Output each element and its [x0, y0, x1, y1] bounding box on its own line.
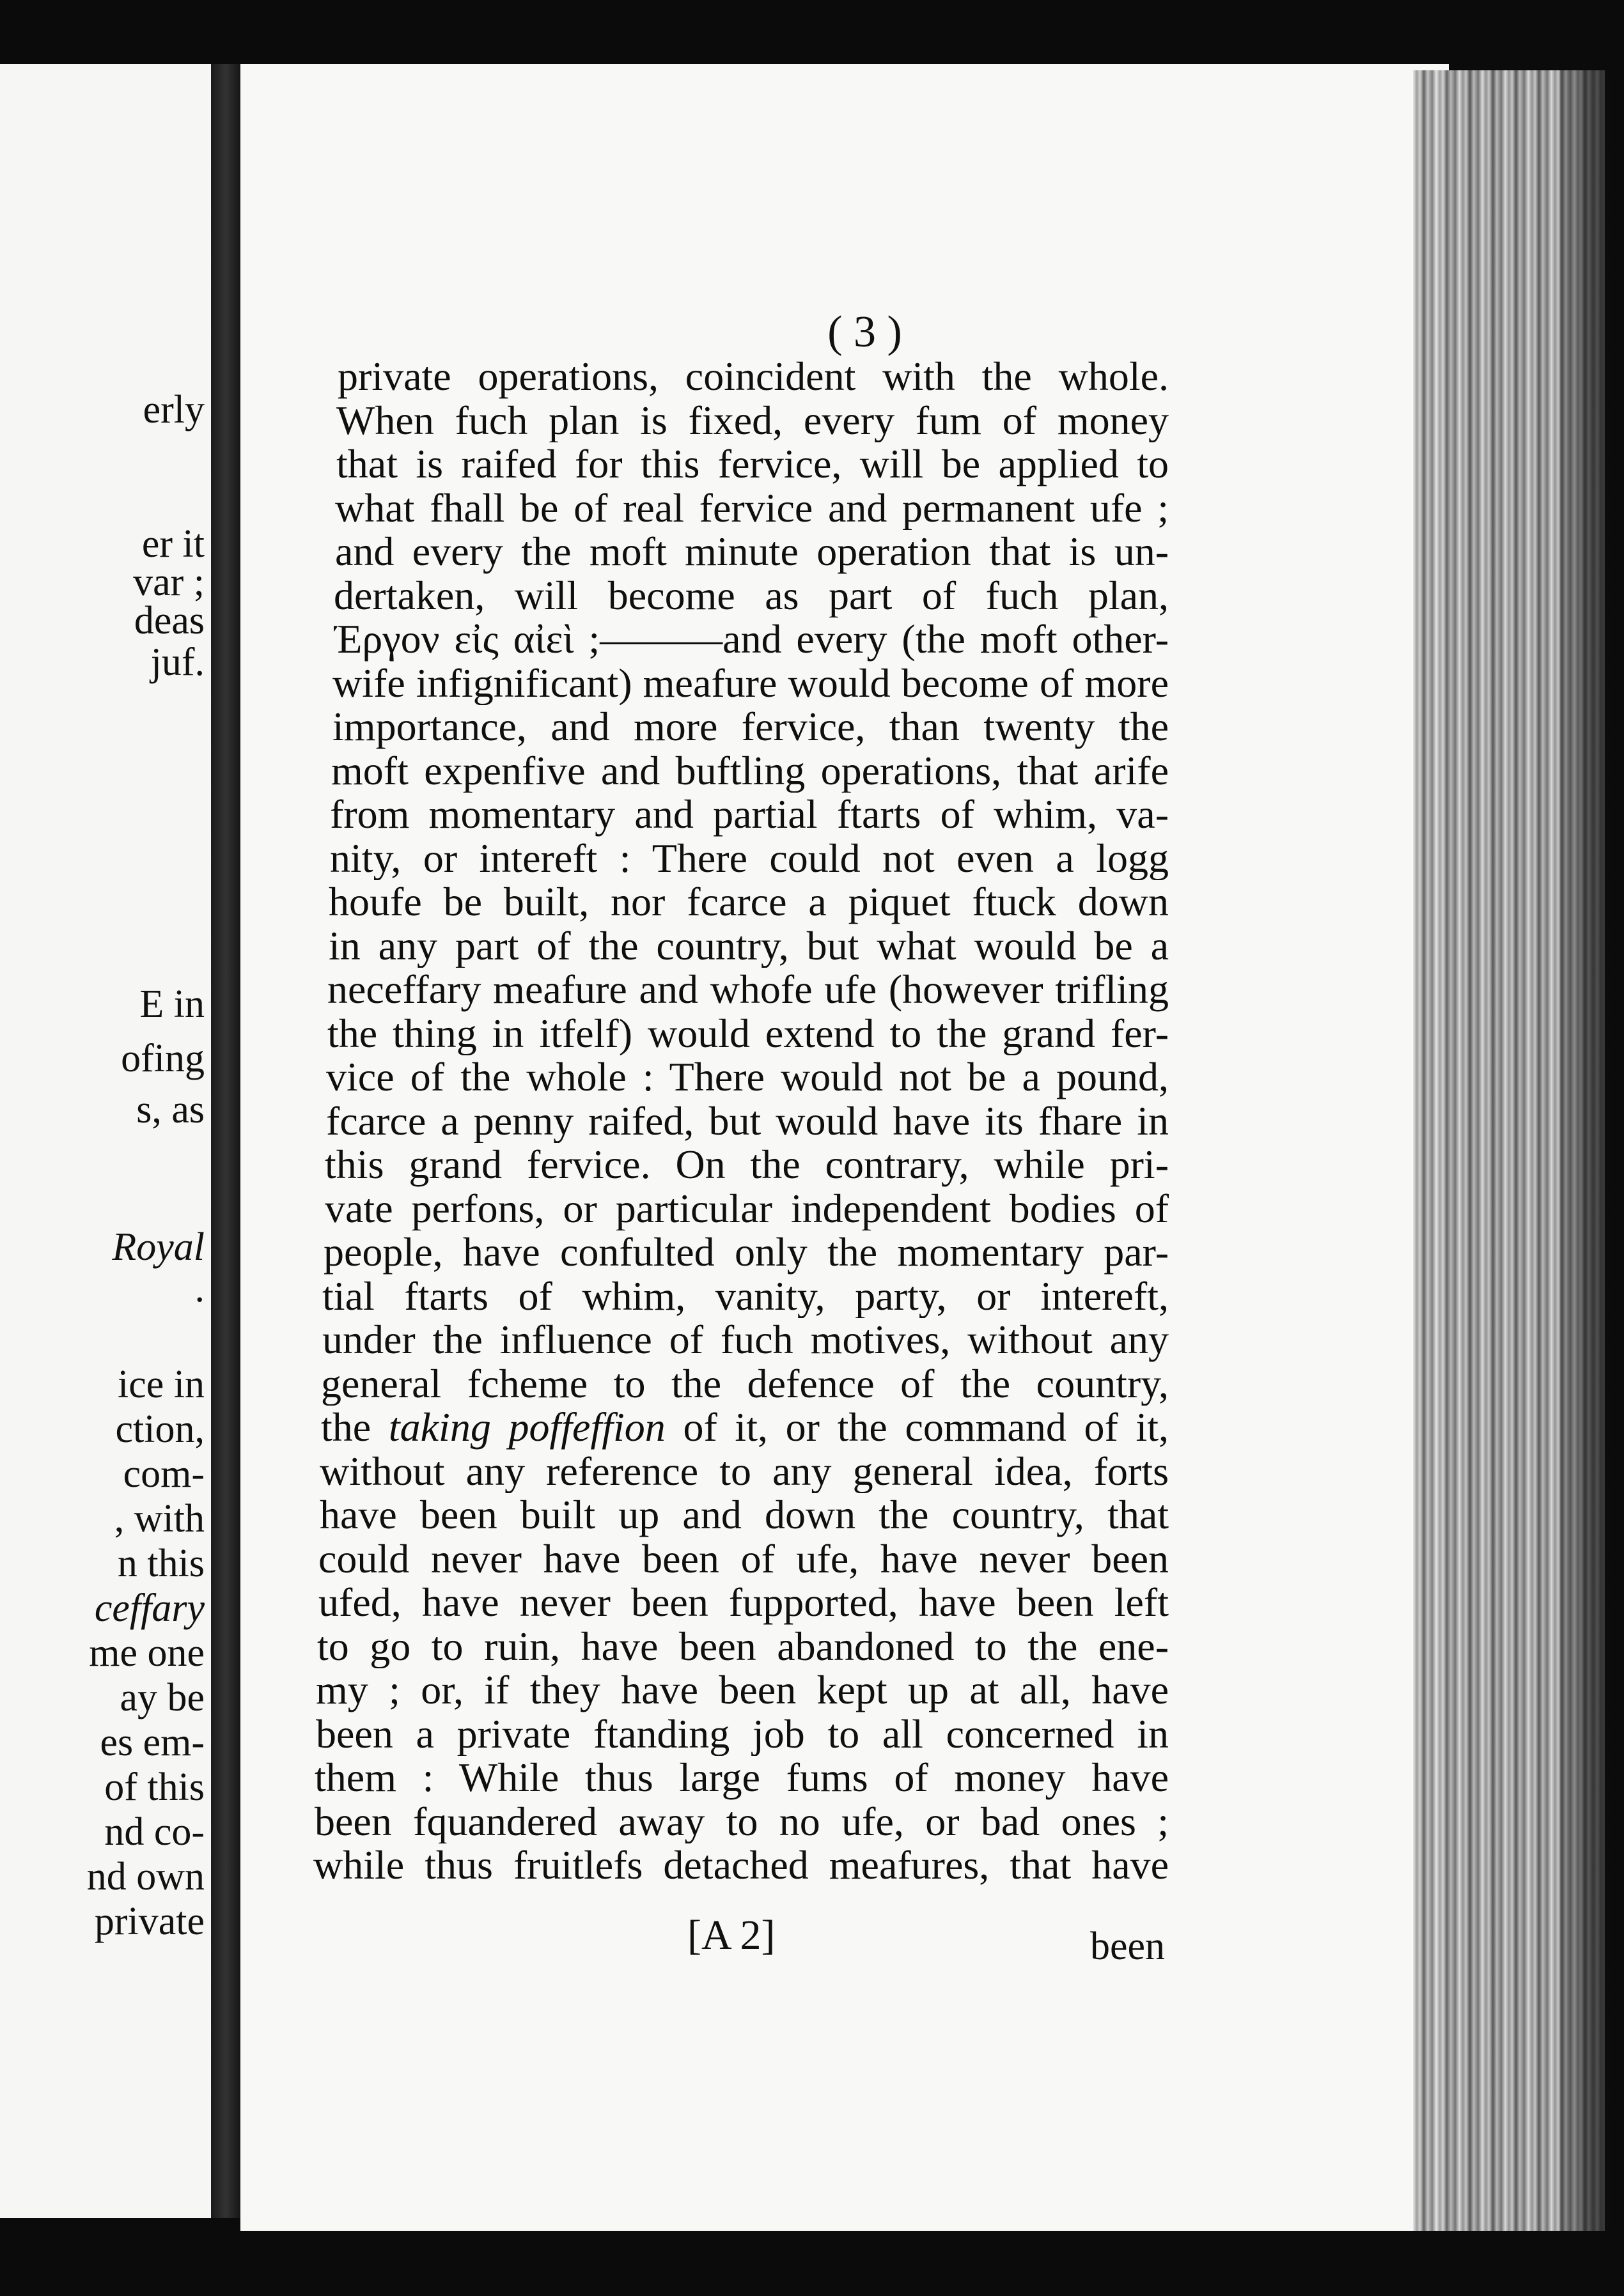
text-line: the taking poffeffion of it, or the command of it,	[321, 1406, 1169, 1450]
text-line: been a private ftanding job to all concerned in	[316, 1712, 1169, 1756]
left-page-fragment: ay be	[120, 1676, 205, 1719]
text-line: and every the moft minute operation that is un-	[335, 530, 1169, 574]
text-line: ufed, have never been fupported, have been left	[318, 1581, 1169, 1625]
text-line: houfe be built, nor fcarce a piquet ftuck down	[329, 880, 1169, 924]
left-page-fragment: ice in	[118, 1363, 205, 1406]
book-gutter	[211, 64, 240, 2218]
text-line: my ; or, if they have been kept up at all, have	[316, 1668, 1169, 1712]
left-page-fragment: E in	[139, 982, 205, 1026]
text-line: neceffary meafure and whofe ufe (however trifling	[327, 968, 1169, 1012]
text-line: under the influence of fuch motives, without any	[322, 1318, 1169, 1362]
body-text	[313, 355, 1169, 1888]
left-page-fragment: .	[194, 1267, 205, 1310]
text-line: could never have been of ufe, have never been	[318, 1537, 1169, 1581]
signature-mark: [A 2]	[687, 1912, 776, 1959]
text-line: while thus fruitlefs detached meafures, that have	[313, 1843, 1169, 1888]
left-page-fragment: private	[94, 1900, 205, 1943]
left-page	[0, 64, 212, 2218]
left-page-fragment: me one	[89, 1631, 205, 1675]
text-line: the thing in itfelf) would extend to the grand fer-	[327, 1011, 1169, 1055]
left-page-fragment: erly	[143, 388, 205, 431]
text-line: When fuch plan is fixed, every fum of money	[336, 398, 1169, 442]
page-number	[0, 307, 1624, 358]
text-line: been fquandered away to no ufe, or bad ones ;	[315, 1799, 1169, 1843]
text-line: from momentary and partial ftarts of whim, va-	[330, 793, 1169, 837]
text-line: general fcheme to the defence of the country,	[321, 1361, 1169, 1406]
text-line: without any reference to any general idea, forts	[320, 1449, 1169, 1493]
left-page-fragment: ction,	[115, 1408, 205, 1451]
text-line: have been built up and down the country, that	[320, 1493, 1169, 1537]
left-page-fragment: ceffary	[94, 1586, 205, 1630]
left-page-fragment: deas	[134, 599, 205, 642]
left-page-fragment: Royal	[112, 1225, 205, 1269]
left-page-fragment: nd co-	[104, 1810, 205, 1854]
text-line: to go to ruin, have been abandoned to the ene-	[317, 1624, 1169, 1668]
left-page-fragment: n this	[117, 1542, 205, 1585]
page-edge-shadow	[1560, 70, 1624, 2231]
catchword: been	[1090, 1925, 1166, 1968]
text-line: moft expenfive and buftling operations, that arife	[331, 749, 1169, 793]
left-page-fragment: er it	[141, 522, 205, 566]
text-line: Έργον εἰς αἰεὶ ;———and every (the moft other-	[334, 617, 1169, 662]
text-line: what fhall be of real fervice and permanent ufe ;	[335, 486, 1169, 530]
left-page-fragment: s, as	[136, 1088, 205, 1131]
left-page-fragment: of this	[104, 1765, 205, 1809]
text-line: dertaken, will become as part of fuch plan,	[334, 573, 1169, 617]
left-page-fragment: com-	[123, 1452, 205, 1496]
text-line: importance, and more fervice, than twenty the	[332, 705, 1169, 749]
text-line: vice of the whole : There would not be a pound,	[326, 1055, 1169, 1099]
left-page-fragment: nd own	[86, 1855, 205, 1898]
text-line: nity, or intereft : There could not even a logg	[330, 836, 1169, 880]
left-page-fragment: ofing	[121, 1037, 205, 1080]
left-page-fragment: juf.	[150, 640, 205, 684]
left-page-fragment: , with	[114, 1497, 205, 1540]
left-page-fragment: es em-	[100, 1721, 205, 1764]
text-line: them : While thus large fums of money have	[315, 1756, 1169, 1800]
text-line: vate perfons, or particular independent bodies of	[325, 1186, 1169, 1230]
text-line: tial ftarts of whim, vanity, party, or intereft,	[322, 1274, 1169, 1318]
text-line: people, have confulted only the momentary par-	[324, 1230, 1169, 1275]
page-number-text: ( 3 )	[827, 307, 902, 357]
text-line: in any part of the country, but what would be a	[329, 924, 1169, 968]
left-page-fragment: var ;	[133, 561, 205, 604]
text-line: this grand fervice. On the contrary, while pri-	[325, 1143, 1169, 1187]
text-line: fcarce a penny raifed, but would have its fhare in	[326, 1099, 1169, 1143]
text-line: private operations, coincident with the whole.	[338, 355, 1169, 399]
text-line: that is raifed for this fervice, will be applied to	[336, 442, 1169, 486]
text-line: wife infignificant) meafure would become of more	[332, 661, 1169, 705]
